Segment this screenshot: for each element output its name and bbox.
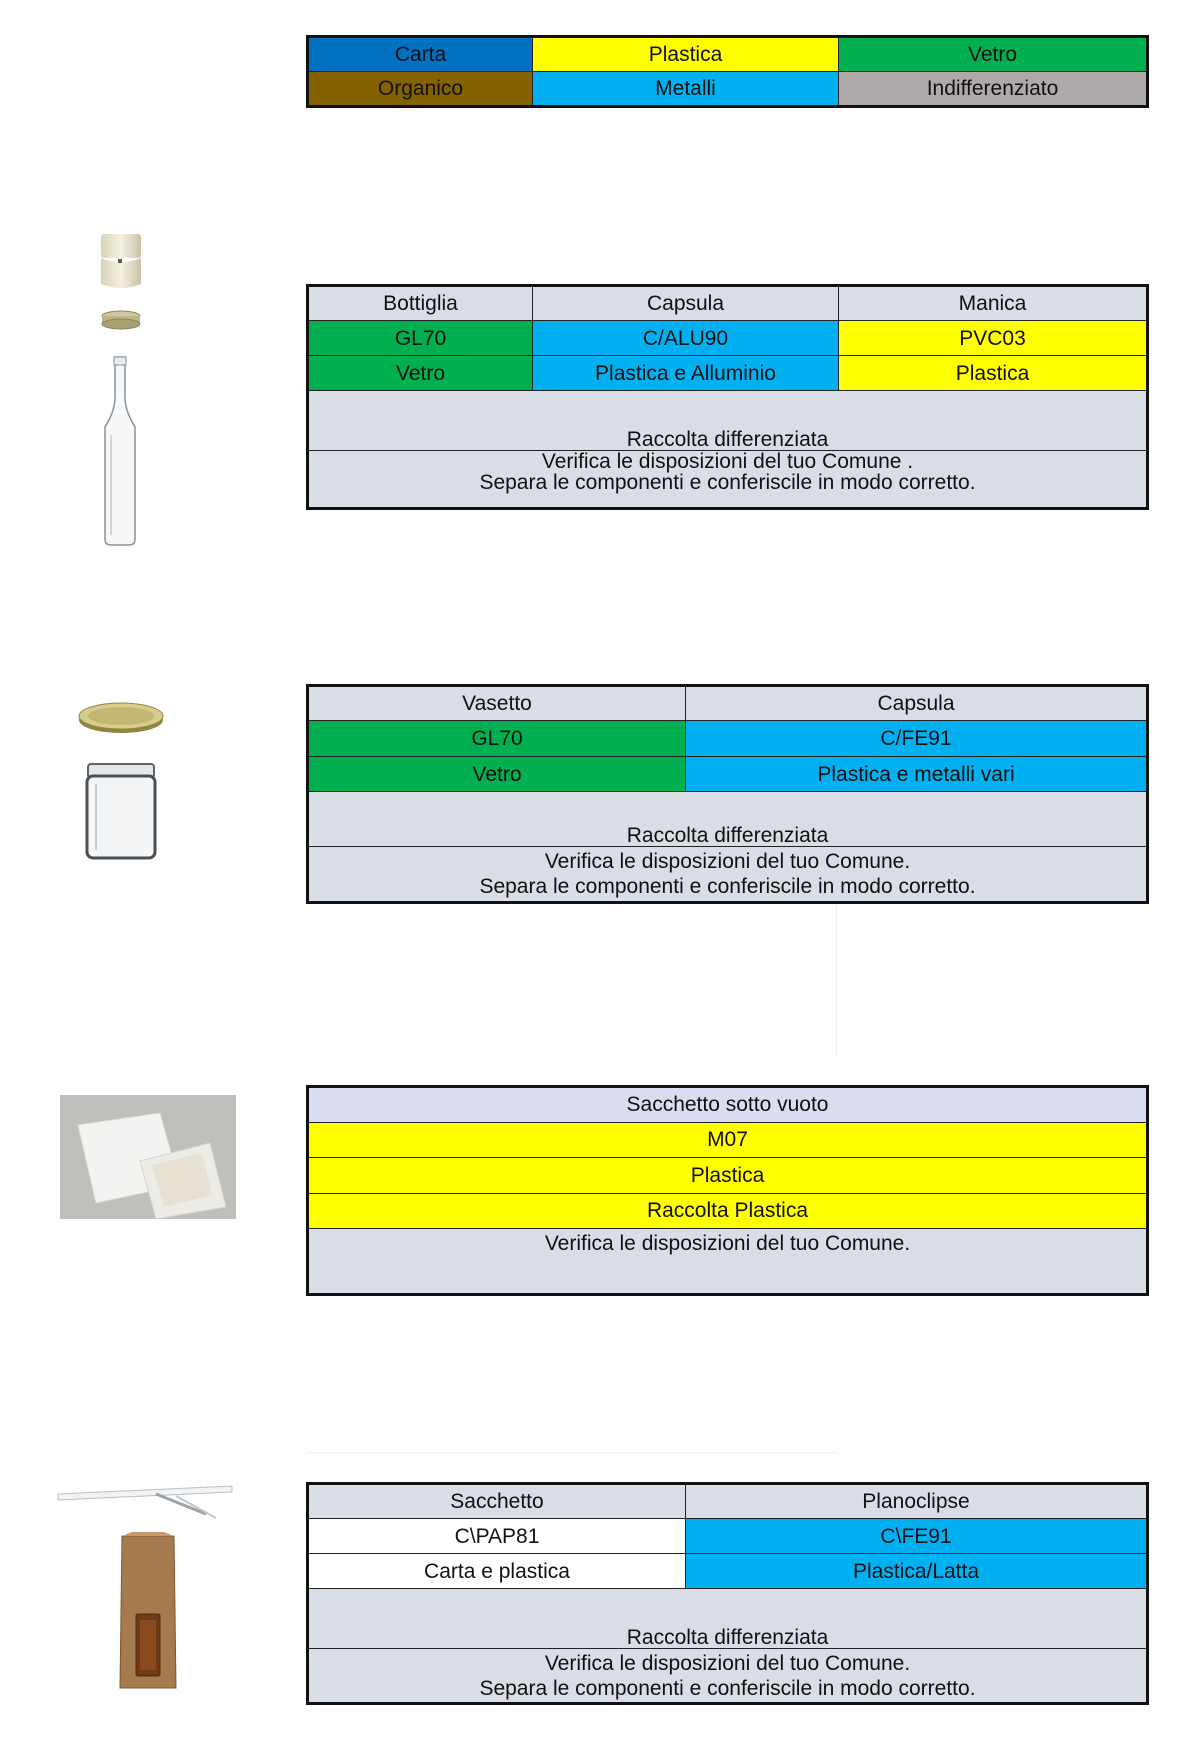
glass-bottle-icon (98, 355, 142, 547)
legend-metalli: Metalli (533, 72, 839, 107)
header-sacchetto-sotto-vuoto: Sacchetto sotto vuoto (308, 1087, 1148, 1123)
collection-note: Raccolta differenziata (308, 1589, 1148, 1649)
header-bottiglia: Bottiglia (308, 286, 533, 321)
code-sacchetto: M07 (308, 1122, 1148, 1158)
metal-cap-icon (100, 310, 142, 330)
legend-vetro: Vetro (839, 37, 1148, 72)
instruction-line-1: Verifica le disposizioni del tuo Comune. (544, 850, 911, 874)
instructions-note (308, 1649, 1148, 1704)
legend-indifferenziato: Indifferenziato (839, 72, 1148, 107)
paper-bag-icon (118, 1532, 178, 1692)
header-sacchetto: Sacchetto (308, 1484, 686, 1519)
header-capsula: Capsula (533, 286, 839, 321)
vacuum-bag-icon (60, 1095, 236, 1219)
code-capsula: C/FE91 (686, 721, 1148, 756)
instruction-line-1: Verifica le disposizioni del tuo Comune. (544, 1652, 911, 1675)
glass-jar-icon (84, 762, 158, 862)
legend-carta: Carta (308, 37, 533, 72)
product3-table (306, 1085, 1149, 1296)
instruction-line-1: Verifica le disposizioni del tuo Comune . (541, 450, 914, 473)
product1-table (306, 284, 1149, 510)
material-bottiglia: Vetro (308, 356, 533, 391)
instructions-note (308, 450, 1148, 508)
instructions-note (308, 847, 1148, 903)
header-vasetto: Vasetto (308, 686, 686, 721)
material-capsula: Plastica e metalli vari (686, 756, 1148, 791)
instructions-note: Verifica le disposizioni del tuo Comune. (308, 1229, 1148, 1295)
instruction-line-2: Separa le componenti e conferiscile in modo corretto. (479, 470, 976, 494)
material-planoclipse: Plastica/Latta (686, 1554, 1148, 1589)
product4-table (306, 1482, 1149, 1705)
collection-note: Raccolta differenziata (308, 792, 1148, 847)
cork-stopper-icon (98, 232, 144, 294)
code-sacchetto: C\PAP81 (308, 1519, 686, 1554)
product2-table (306, 684, 1149, 904)
instruction-line-2: Separa le componenti e conferiscile in modo corretto. (479, 875, 976, 899)
waste-legend-table (306, 35, 1149, 108)
instruction-line-2: Separa le componenti e conferiscile in modo corretto. (479, 1677, 976, 1700)
code-bottiglia: GL70 (308, 321, 533, 356)
divider-line (306, 1452, 837, 1453)
material-capsula: Plastica e Alluminio (533, 356, 839, 391)
code-vasetto: GL70 (308, 721, 686, 756)
divider-line (836, 906, 837, 1054)
header-manica: Manica (839, 286, 1148, 321)
material-sacchetto: Carta e plastica (308, 1554, 686, 1589)
legend-organico: Organico (308, 72, 533, 107)
gold-lid-icon (76, 700, 166, 736)
material-vasetto: Vetro (308, 756, 686, 791)
clip-icon (56, 1478, 236, 1522)
code-capsula: C/ALU90 (533, 321, 839, 356)
code-manica: PVC03 (839, 321, 1148, 356)
header-planoclipse: Planoclipse (686, 1484, 1148, 1519)
material-sacchetto: Plastica (308, 1158, 1148, 1194)
material-manica: Plastica (839, 356, 1148, 391)
legend-plastica: Plastica (533, 37, 839, 72)
header-capsula: Capsula (686, 686, 1148, 721)
code-planoclipse: C\FE91 (686, 1519, 1148, 1554)
collection-note: Raccolta differenziata (308, 391, 1148, 450)
collection-sacchetto: Raccolta Plastica (308, 1193, 1148, 1229)
